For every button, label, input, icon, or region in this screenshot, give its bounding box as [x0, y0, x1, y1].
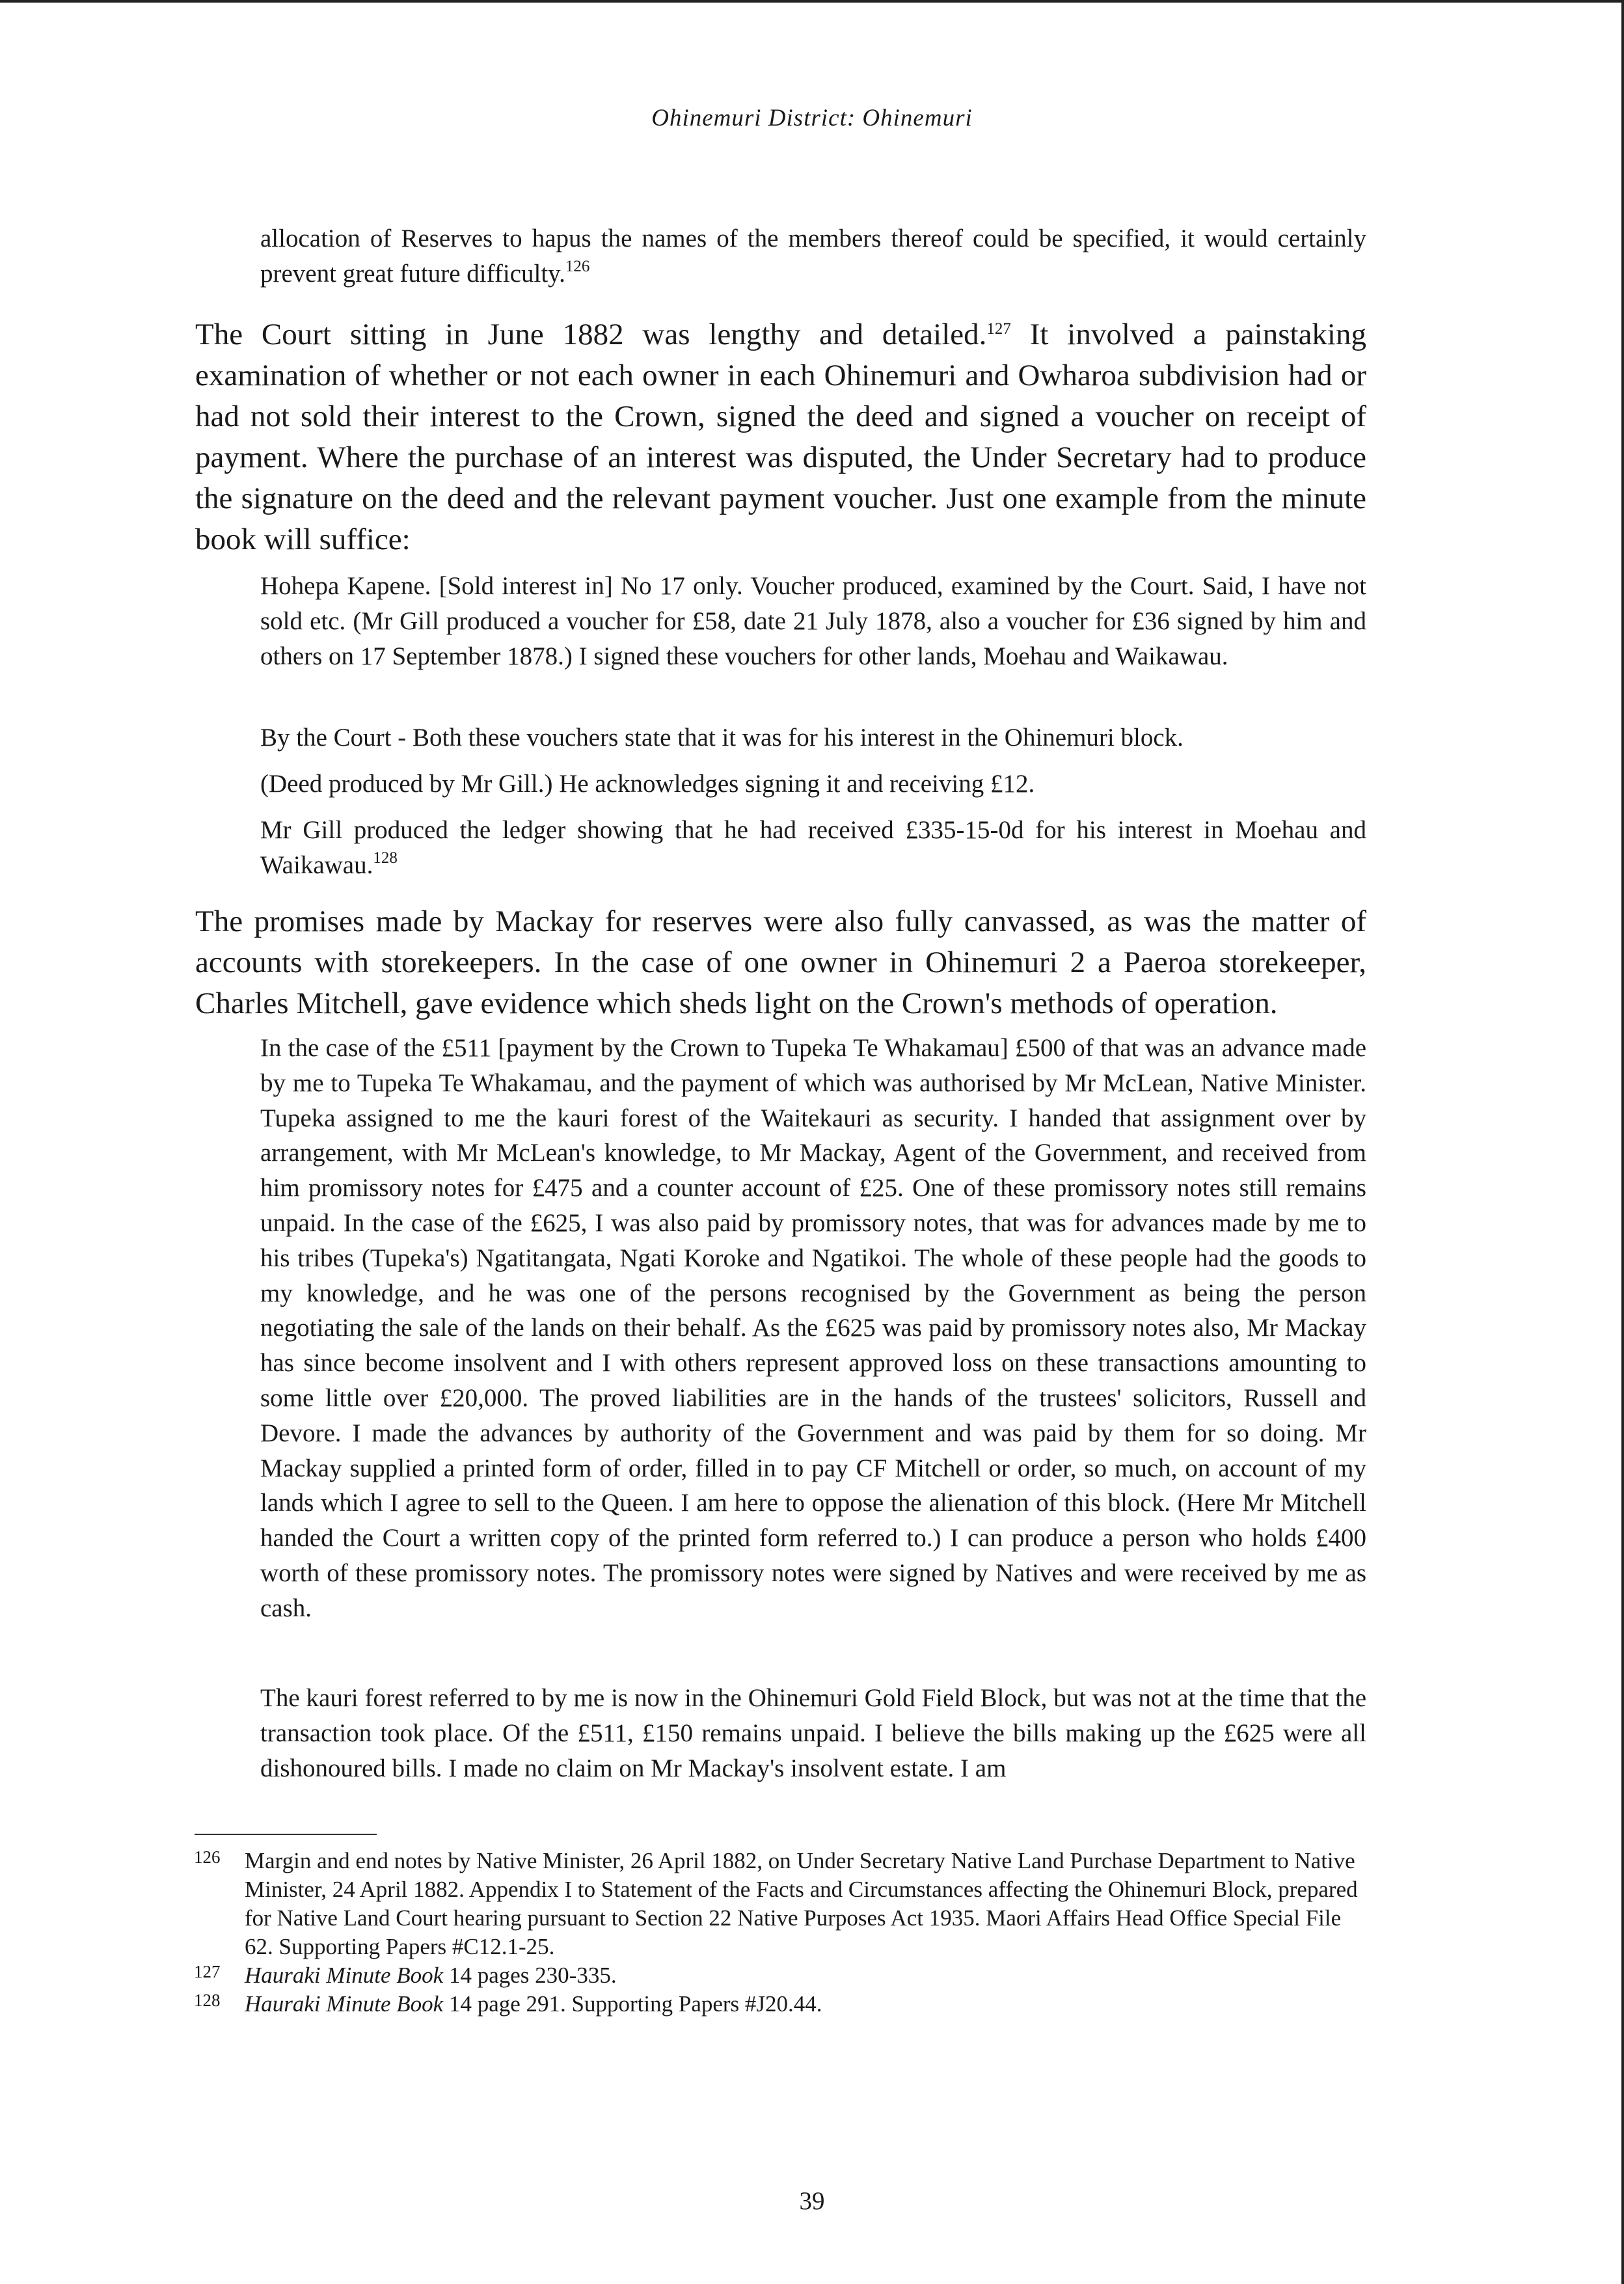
- block-quote-court: [0, 720, 1624, 755]
- body-paragraph-2: [0, 901, 1624, 1024]
- footnotes: [0, 1847, 1624, 2019]
- footnote-source-title: Hauraki Minute Book: [245, 1963, 444, 1988]
- block-quote-deed: [0, 767, 1624, 802]
- footnote-text: Margin and end notes by Native Minister, 26 April 1882, on Under Secretary Native Land Purchase Department to Native Minister, 24 April 1882. Appendix I to Statement of the Facts and Circumstances affecting the Ohinemuri Block, prepared for Native Land Court hearing pursuant to Section 22 Native Purposes Act 1935. Maori Affairs Head Office Special File 62. Supporting Papers #C12.1-25.: [245, 1848, 1358, 1959]
- paragraph-text-b: It involved a painstaking examination of whether or not each owner in each Ohinemuri and Owharoa subdivision had or had not sold their interest to the Crown, signed the deed and signed a voucher on receipt of payment. Where the purchase of an interest was disputed, the Under Secretary had to produce the signature on the deed and the relevant payment voucher. Just one example from the minute book will suffice:: [195, 318, 1366, 556]
- footnote-number: 127: [194, 1962, 221, 1981]
- footnote-number: 126: [194, 1847, 221, 1867]
- footnote-ref-127: 127: [986, 320, 1011, 338]
- quote-paragraph: The kauri forest referred to by me is now in the Ohinemuri Gold Field Block, but was not at the time that the transaction took place. Of the £511, £150 remains unpaid. I believe the bills making up the £625 were all dishonoured bills. I made no claim on Mr Mackay's insolvent estate. I am: [260, 1684, 1366, 1782]
- paragraph: The promises made by Mackay for reserves were also fully canvassed, as was the matter of accounts with storekeepers. In the case of one owner in Ohinemuri 2 a Paeroa storekeeper, Charles Mitchell, gave evidence which sheds light on the Crown's methods of operation.: [195, 904, 1366, 1020]
- scan-edge-top: [0, 0, 1624, 3]
- footnote-source-title: Hauraki Minute Book: [245, 1991, 444, 2017]
- footnote-text: 14 page 291. Supporting Papers #J20.44.: [443, 1991, 822, 2017]
- footnote-number: 128: [194, 1991, 221, 2010]
- footnote-128: [0, 1990, 1624, 2019]
- footnote-ref-126: 126: [565, 257, 590, 275]
- quote-text: allocation of Reserves to hapus the names of the members thereof could be specified, it would certainly prevent great future difficulty.: [260, 224, 1366, 288]
- quote-paragraph-2: By the Court - Both these vouchers state that it was for his interest in the Ohinemuri block.: [260, 724, 1184, 752]
- quote-paragraph-3: (Deed produced by Mr Gill.) He acknowledges signing it and receiving £12.: [260, 770, 1035, 798]
- block-quote-126: [0, 221, 1624, 292]
- block-quote-ledger: [0, 813, 1624, 883]
- body-paragraph-1: [0, 314, 1624, 560]
- paragraph-text-a: The Court sitting in June 1882 was lengthy and detailed.: [195, 318, 987, 351]
- block-quote-mitchell-1: [0, 1031, 1624, 1626]
- footnote-ref-128: 128: [373, 849, 398, 867]
- footnote-rule: [195, 1834, 377, 1835]
- quote-paragraph: [0, 221, 1624, 292]
- page-number: 39: [799, 2187, 825, 2215]
- quote-paragraph-1: Hohepa Kapene. [Sold interest in] No 17 only. Voucher produced, examined by the Court. Said, I have not sold etc. (Mr Gill produced a voucher for £58, date 21 July 1878, also a voucher for £36 signed by him and others on 17 September 1878.) I signed these vouchers for other lands, Moehau and Waikawau.: [260, 572, 1366, 670]
- block-quote-minute-book: [0, 569, 1624, 673]
- footnote-text: 14 pages 230-335.: [443, 1963, 617, 1988]
- block-quote-mitchell-2: [0, 1681, 1624, 1786]
- running-head: Ohinemuri District: Ohinemuri: [651, 105, 973, 131]
- footnote-127: [0, 1961, 1624, 1990]
- footnote-126: [0, 1847, 1624, 1961]
- quote-text: Mr Gill produced the ledger showing that he had received £335-15-0d for his interest in Moehau and Waikawau.: [260, 816, 1366, 879]
- paragraph: [0, 314, 1624, 560]
- quote-paragraph: In the case of the £511 [payment by the Crown to Tupeka Te Whakamau] £500 of that was an advance made by me to Tupeka Te Whakamau, and the payment of which was authorised by Mr McLean, Native Minister. Tupeka assigned to me the kauri forest of the Waitekauri as security. I handed that assignment over by arrangement, with Mr McLean's knowledge, to Mr Mackay, Agent of the Government, and received from him promissory notes for £475 and a counter account of £25. One of these promissory notes still remains unpaid. In the case of the £625, I was also paid by promissory notes, that was for advances made by me to his tribes (Tupeka's) Ngatitangata, Ngati Koroke and Ngatikoi. The whole of these people had the goods to my knowledge, and he was one of the persons recognised by the Government as being the person negotiating the sale of the lands on their behalf. As the £625 was paid by promissory notes also, Mr Mackay has since become insolvent and I with others represent approved loss on these transactions amounting to some little over £20,000. The proved liabilities are in the hands of the trustees' solicitors, Russell and Devore. I made the advances by authority of the Government and was paid by them for so doing. Mr Mackay supplied a printed form of order, filled in to pay CF Mitchell or order, so much, on account of my lands which I agree to sell to the Queen. I am here to oppose the alienation of this block. (Here Mr Mitchell handed the Court a written copy of the printed form referred to.) I can produce a person who holds £400 worth of these promissory notes. The promissory notes were signed by Natives and were received by me as cash.: [260, 1034, 1366, 1622]
- quote-paragraph-4: [0, 813, 1624, 883]
